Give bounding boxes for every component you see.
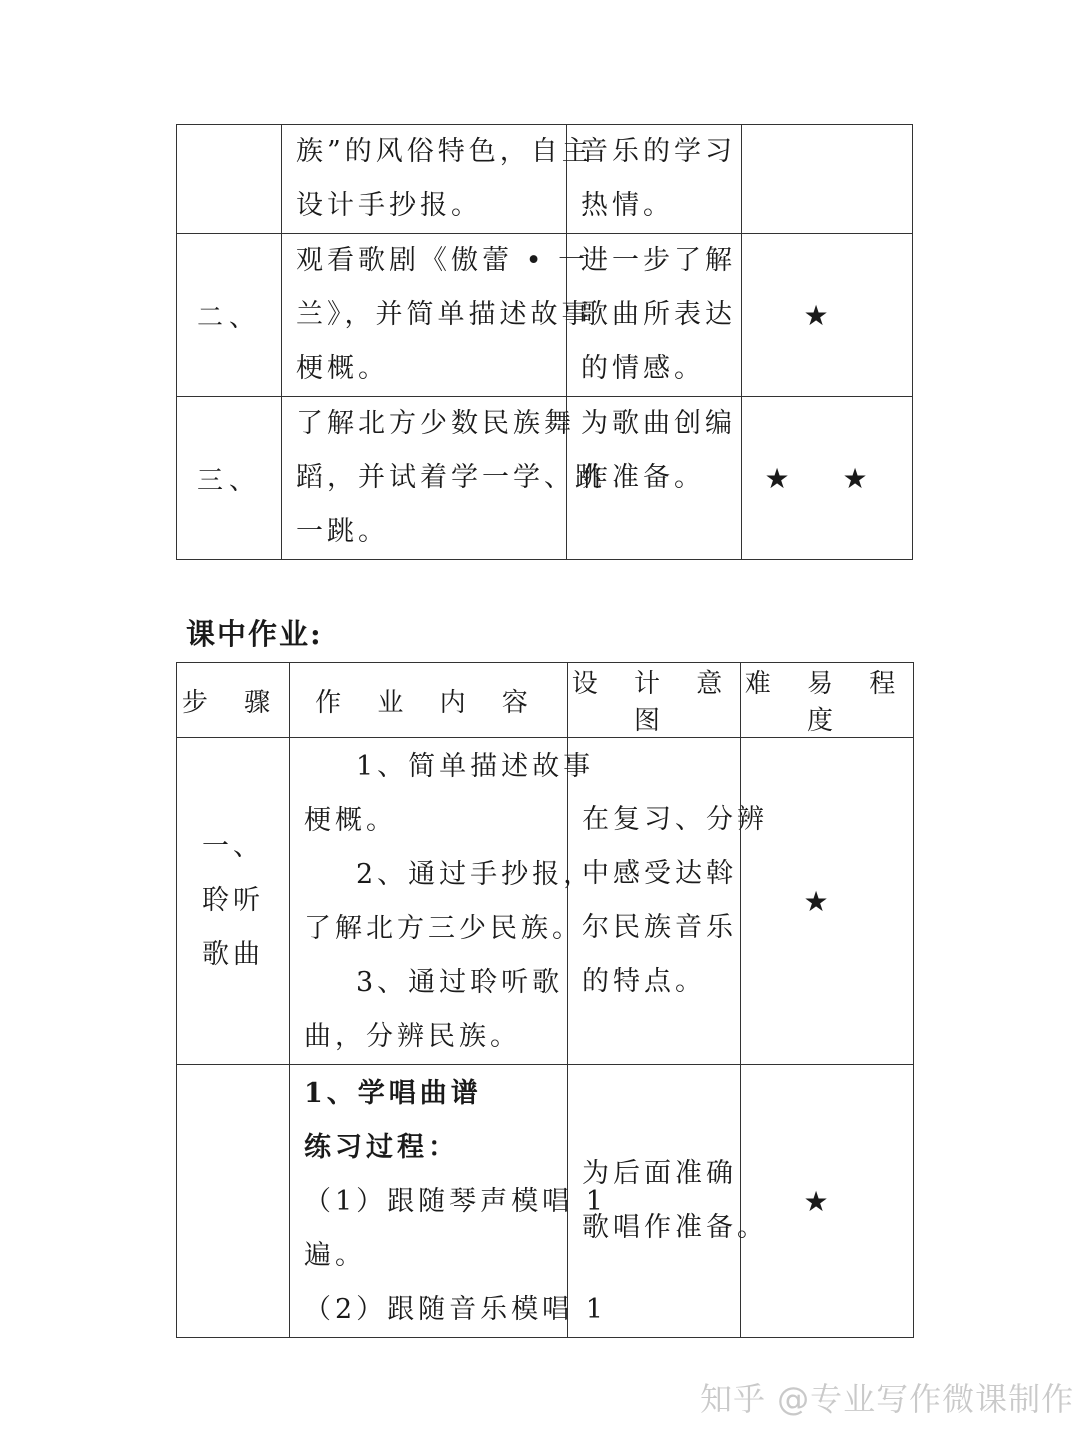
content-cell xyxy=(282,125,593,234)
intent-line: 作准备。 xyxy=(581,462,705,493)
content-line: 梗概。 xyxy=(304,805,397,836)
content-line: 观看歌剧《傲蕾 • 一 xyxy=(296,245,590,276)
intent-cell xyxy=(567,397,742,560)
content-line: 了解北方少数民族舞 xyxy=(296,408,575,439)
step-cell xyxy=(177,738,290,1065)
intent-line: 为后面准确 xyxy=(582,1158,737,1189)
content-line: 遍。 xyxy=(304,1240,366,1271)
step-cell xyxy=(177,125,282,234)
intent-line: 中感受达斡 xyxy=(582,858,737,889)
content-line: 曲，分辨民族。 xyxy=(304,1021,521,1052)
in-class-homework-table xyxy=(176,662,914,1338)
intent-line: 为歌曲创编 xyxy=(581,408,736,439)
previous-homework-table xyxy=(176,124,913,560)
section-title: 课中作业: xyxy=(186,617,323,651)
intent-line: 热情。 xyxy=(581,190,674,221)
intent-cell xyxy=(567,125,742,234)
intent-line: 尔民族音乐 xyxy=(582,912,737,943)
difficulty-cell xyxy=(742,125,913,234)
step-line: 歌曲 xyxy=(202,939,264,970)
header-step: 步 骤 xyxy=(177,663,290,738)
content-line: 1、简单描述故事 xyxy=(356,751,595,782)
intent-line: 歌唱作准备。 xyxy=(582,1212,768,1243)
content-line: 兰》，并简单描述故事 xyxy=(296,299,593,330)
content-line: 梗概。 xyxy=(296,353,389,384)
intent-line: 歌曲所表达 xyxy=(581,299,736,330)
content-line: 一跳。 xyxy=(296,516,389,547)
step-cell: 三、 xyxy=(177,397,282,560)
step-line: 聆听 xyxy=(202,885,264,916)
table-row xyxy=(177,125,913,234)
table-row xyxy=(177,234,913,397)
content-line: （2）跟随音乐模唱 1 xyxy=(304,1294,607,1325)
step-cell: 二、 xyxy=(177,234,282,397)
table-header-row xyxy=(177,663,914,738)
intent-line: 进一步了解 xyxy=(581,245,736,276)
difficulty-stars: ★ xyxy=(742,234,913,397)
content-line: 3、通过聆听歌 xyxy=(356,967,564,998)
header-content: 作 业 内 容 xyxy=(290,663,568,738)
step-line: 一、 xyxy=(202,831,264,862)
intent-line: 音乐的学习 xyxy=(581,136,736,167)
intent-line: 的情感。 xyxy=(581,353,705,384)
content-cell xyxy=(290,738,595,1065)
table-row xyxy=(177,397,913,560)
content-cell xyxy=(282,397,606,560)
content-line: 1、学唱曲谱 xyxy=(304,1078,482,1109)
intent-line: 在复习、分辨 xyxy=(582,804,768,835)
content-line: 练习过程： xyxy=(304,1132,459,1163)
table-row xyxy=(177,738,914,1065)
intent-cell xyxy=(567,234,742,397)
intent-line: 的特点。 xyxy=(582,966,706,997)
step-cell xyxy=(177,1065,290,1338)
difficulty-stars: ★ xyxy=(741,1065,914,1338)
content-cell xyxy=(290,1065,607,1338)
content-line: 2、通过手抄报， xyxy=(356,859,595,890)
difficulty-stars: ★ xyxy=(741,738,914,1065)
header-intent: 设 计 意 图 xyxy=(568,663,741,738)
content-line: 设计手抄报。 xyxy=(296,190,482,221)
content-line: （1）跟随琴声模唱 1 xyxy=(304,1186,607,1217)
table-row xyxy=(177,1065,914,1338)
content-line: 了解北方三少民族。 xyxy=(304,913,583,944)
difficulty-stars: ★ ★ xyxy=(742,397,913,560)
watermark: 知乎 @专业写作微课制作 xyxy=(700,1380,1075,1418)
content-line: 族”的风俗特色，自主 xyxy=(296,136,593,167)
header-difficulty: 难 易 程 度 xyxy=(741,663,914,738)
content-cell xyxy=(282,234,593,397)
content-line: 蹈，并试着学一学、跳 xyxy=(296,462,606,493)
